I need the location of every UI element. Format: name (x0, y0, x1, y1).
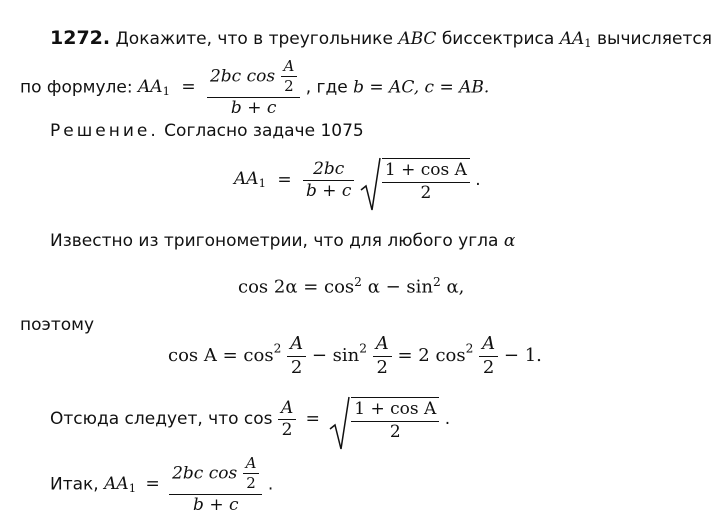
final-line: Итак, $AA_1$ = 2bc cos $\frac{A}{2}$ b + c . (50, 454, 274, 515)
formula-where-conditions: b = AC, c = AB. (353, 77, 490, 98)
hence-line: Отсюда следует, что cos $\frac{A}{2}$ = $\frac{\text{1 + cos A}}{2}$ . (50, 397, 450, 442)
formula-where: , где (305, 77, 348, 98)
therefore-text: поэтому (20, 315, 95, 335)
equation-1: $AA_1$ = $\frac{2bc}{b + c}$ $\frac{\text{1 + cos A}}{2}$ . (234, 158, 481, 203)
trig-text-line: Известно из тригонометрии, что для любого угла α (50, 231, 516, 251)
bisector-symbol: $AA_1$ (559, 29, 592, 50)
formula-intro: по формуле: (20, 77, 133, 98)
formula-line (20, 58, 489, 118)
solution-heading (50, 122, 364, 142)
formula-equals: = (181, 77, 196, 98)
formula-lhs: $AA_1$ (138, 76, 170, 98)
statement-end: вычисляется (597, 29, 712, 49)
bisector-word: биссектриса (441, 29, 555, 49)
equation-3: $\cos A = \cos^2$ $\frac{A}{2}$ − $\sin^2$ $\frac{A}{2}$ = 2 $\cos^2$ $\frac{A}{2}$ − 1. (168, 333, 542, 378)
formula-fraction: 2bc cos $\frac{A}{2}$ b + c (207, 58, 300, 118)
solution-text: Согласно задаче 1075 (164, 121, 364, 141)
triangle-name: ABC (398, 29, 437, 49)
problem-number: 1272. (50, 27, 111, 49)
statement-text: Докажите, что в треугольнике (115, 29, 393, 49)
solution-label: Решение. (50, 121, 159, 141)
problem-statement-line (50, 28, 712, 50)
equation-2: $\cos 2\alpha = \cos^2 \alpha - \sin^2 \alpha$, (238, 275, 465, 298)
